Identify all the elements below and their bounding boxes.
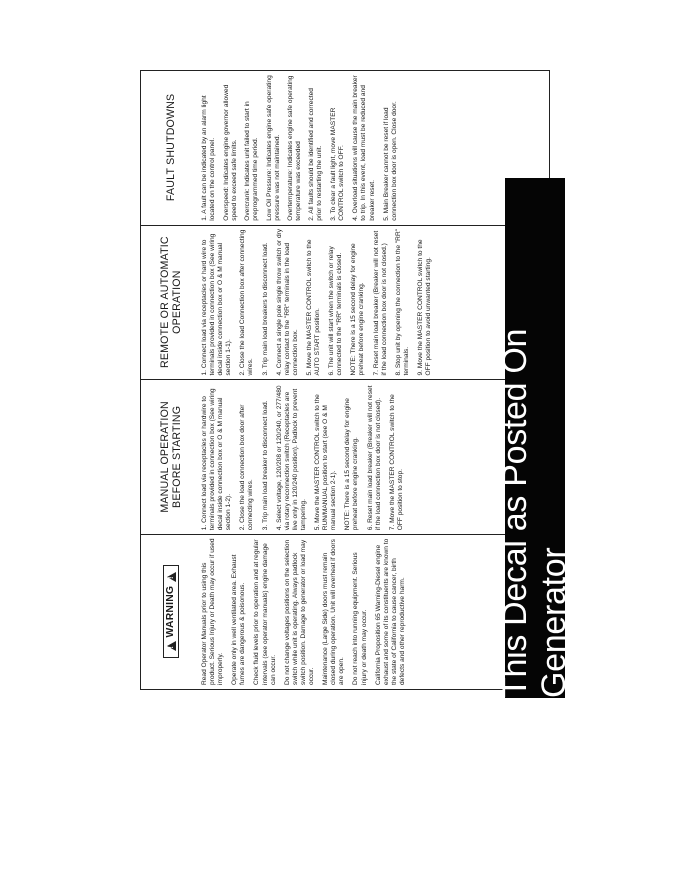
fault-shutdowns-column [141, 71, 549, 225]
fault-heading: FAULT SHUTDOWNS [165, 93, 177, 202]
fault-item: 2. All faults should be identified and corrected prior to restarting the unit. [307, 88, 324, 221]
remote-step: 7. Reset main load breaker (Breaker will not reset if the load connection box door is not closed.) [372, 230, 388, 376]
manual-heading-line1: MANUAL OPERATION [159, 401, 171, 513]
warning-triangle-icon [167, 572, 176, 582]
remote-step: 4. Connect a single pole single throw switch or dry relay contact to the "RR" terminals in the load connection box. [275, 228, 299, 376]
manual-step: 4. Select voltage, 120/208 or 120/240, or 277/480 via rotary reconnection switch (Receptacles are live only in 120/240 position). Padlock to prevent tampering. [275, 385, 307, 531]
remote-step: 1. Connect load via receptacles or hard wire to terminals provided in connection box (See wiring decal inside connection box or O & M manual section 1-1). [201, 233, 233, 376]
fault-type: Overspeed: Indicates engine governor allowed speed to exceed safe limits. [223, 84, 239, 221]
manual-operation-column [141, 380, 549, 535]
fault-item: 5. Main Breaker cannot be reset if load connection box door is open. Close door. [382, 101, 398, 221]
manual-step: 6. Reset main load breaker (Breaker will not reset if the load connection box door is not closed). [366, 385, 382, 531]
warning-paragraph: Do not reach into running equipment. Serious injury or death may occur. [352, 552, 368, 685]
fault-item: 1. A fault can be indicated by an alarm light located on the control panel. [201, 95, 217, 221]
remote-step: 6. The unit will start when the switch or relay connected to the "RR" terminals is closed. [328, 246, 344, 376]
remote-heading-line2: OPERATION [171, 270, 183, 334]
manual-heading-line2: BEFORE STARTING [171, 405, 183, 508]
fault-type: Overtemperature: Indicates engine safe operating temperature was exceeded [286, 75, 302, 221]
remote-operation-column [141, 225, 549, 380]
manual-step: 3. Trip main load breaker to disconnect load. [261, 400, 269, 531]
remote-step: 8. Stop unit by opening the connection to the "RR" terminals. [394, 228, 410, 376]
manual-operation-header [141, 384, 201, 531]
warning-paragraph: Operate only in well ventilated area. Exhaust fumes are dangerous & poisonous. [231, 554, 247, 685]
remote-step: 5. Move the MASTER CONTROL switch to the AUTO START position. [305, 239, 322, 376]
generator-decal [140, 70, 550, 690]
fault-shutdowns-header [141, 74, 201, 221]
warning-column [141, 534, 549, 689]
fault-item: 4. Overload situations will cause the main breaker to trip. In this event, load must be reduced and breaker reset. [352, 75, 376, 221]
remote-operation-header [141, 229, 201, 376]
decal-caption-banner [496, 178, 573, 698]
fault-type: Overcrank: Indicates unit failed to start in preprogrammed time period. [244, 101, 260, 221]
fault-type: Low Oil Pressure: Indicates engine safe operating pressure was not maintained. [265, 75, 281, 221]
warning-paragraph: California Proposition 65 Warning-Diesel engine exhaust and some of its constituents are known to the state of California to cause cancer, birth defects and other reproductive harm. [374, 538, 406, 685]
remote-heading-line1: REMOTE OR AUTOMATIC [159, 236, 171, 368]
warning-triangle-icon [167, 641, 176, 651]
banner-text: This Decal as Posted On Generator [496, 328, 573, 698]
manual-step: 1. Connect load via receptacles or hardwire to terminals provided in connection box (See wiring decal inside connection box or O & M manual section 1-2). [201, 388, 233, 531]
remote-note: NOTE: There is a 15 second delay for engine preheat before engine cranking. [350, 243, 366, 376]
warning-paragraph: Read Operator Manuals prior to using this product. Serious Injury or Death may occur if used improperly. [201, 538, 225, 685]
remote-step: 9. Move the MASTER CONTROL switch to the OFF position to avoid unwanted starting. [416, 239, 432, 376]
remote-step: 2. Close the load Connection box after connecting wires. [239, 229, 255, 376]
warning-header [141, 538, 201, 685]
warning-heading: WARNING [165, 585, 176, 638]
warning-paragraph: Check fluid levels prior to operation and at regular intervals (see operator manuals) engine damage can occur. [253, 539, 277, 685]
fault-item: 3. To clear a fault light, move MASTER CONTROL switch to OFF. [330, 107, 346, 221]
remote-step: 3. Trip main load breakers to disconnect load. [261, 242, 269, 376]
manual-step: 5. Move the MASTER CONTROL switch to the RUN/MANUAL position to start (see O & M manual section 2-1). [314, 394, 338, 531]
warning-paragraph: Maintenance (Large Side) doors must remain closed during operation. Unit will overheat if doors are open. [322, 539, 346, 685]
manual-step: 2. Close the load connection box door after connecting wires. [239, 404, 255, 531]
warning-paragraph: Do not change voltages positions on the selection switch while unit is operating. Always padlock switch position. Damage to generator or load may occur. [283, 539, 316, 685]
manual-step: 7. Move the MASTER CONTROL switch to the OFF position to stop. [388, 394, 404, 531]
manual-note: NOTE: There is a 15 second delay for engine preheat before engine cranking. [344, 398, 360, 531]
warning-badge [163, 565, 179, 659]
